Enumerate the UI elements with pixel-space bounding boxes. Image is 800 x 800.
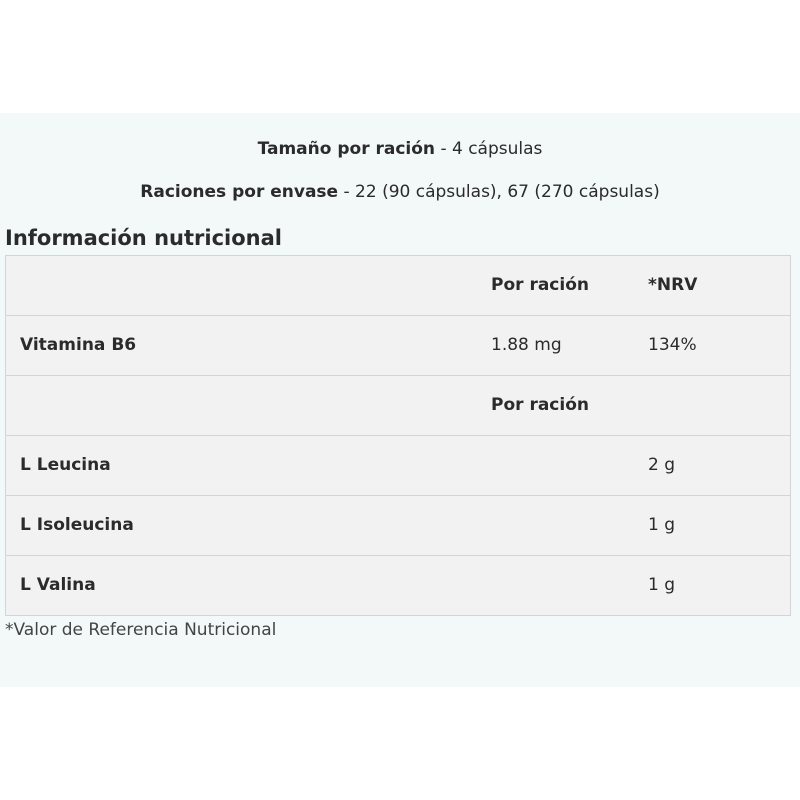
header-per-serving: Por ración <box>491 275 589 295</box>
nutrient-name: Vitamina B6 <box>20 335 137 355</box>
section-title: Información nutricional <box>5 226 282 250</box>
table-row <box>6 556 790 616</box>
nutrient-amount: 1 g <box>648 575 676 595</box>
nutrient-per-serving: 1.88 mg <box>491 335 562 355</box>
nutrient-nrv: 134% <box>648 335 697 355</box>
header-nrv: *NRV <box>648 275 698 295</box>
subheader-per-serving: Por ración <box>491 395 589 415</box>
nutrient-name: L Leucina <box>20 455 111 475</box>
servings-per-container-label: Raciones por envase <box>140 182 339 202</box>
nutrient-name: L Valina <box>20 575 96 595</box>
serving-size-label: Tamaño por ración <box>257 139 436 159</box>
table-row <box>6 496 790 556</box>
table-row <box>6 316 790 376</box>
nutrient-amount: 1 g <box>648 515 676 535</box>
nutrition-panel <box>0 113 800 687</box>
serving-size <box>0 137 800 161</box>
nutrient-name: L Isoleucina <box>20 515 134 535</box>
servings-per-container <box>0 180 800 204</box>
table-header-row <box>6 256 790 316</box>
nutrition-table <box>5 255 791 616</box>
nutrient-amount: 2 g <box>648 455 676 475</box>
nrv-footnote: *Valor de Referencia Nutricional <box>5 620 277 640</box>
servings-per-container-value: - 22 (90 cápsulas), 67 (270 cápsulas) <box>338 182 660 202</box>
table-row <box>6 436 790 496</box>
table-subheader-row <box>6 376 790 436</box>
serving-size-value: - 4 cápsulas <box>435 139 543 159</box>
